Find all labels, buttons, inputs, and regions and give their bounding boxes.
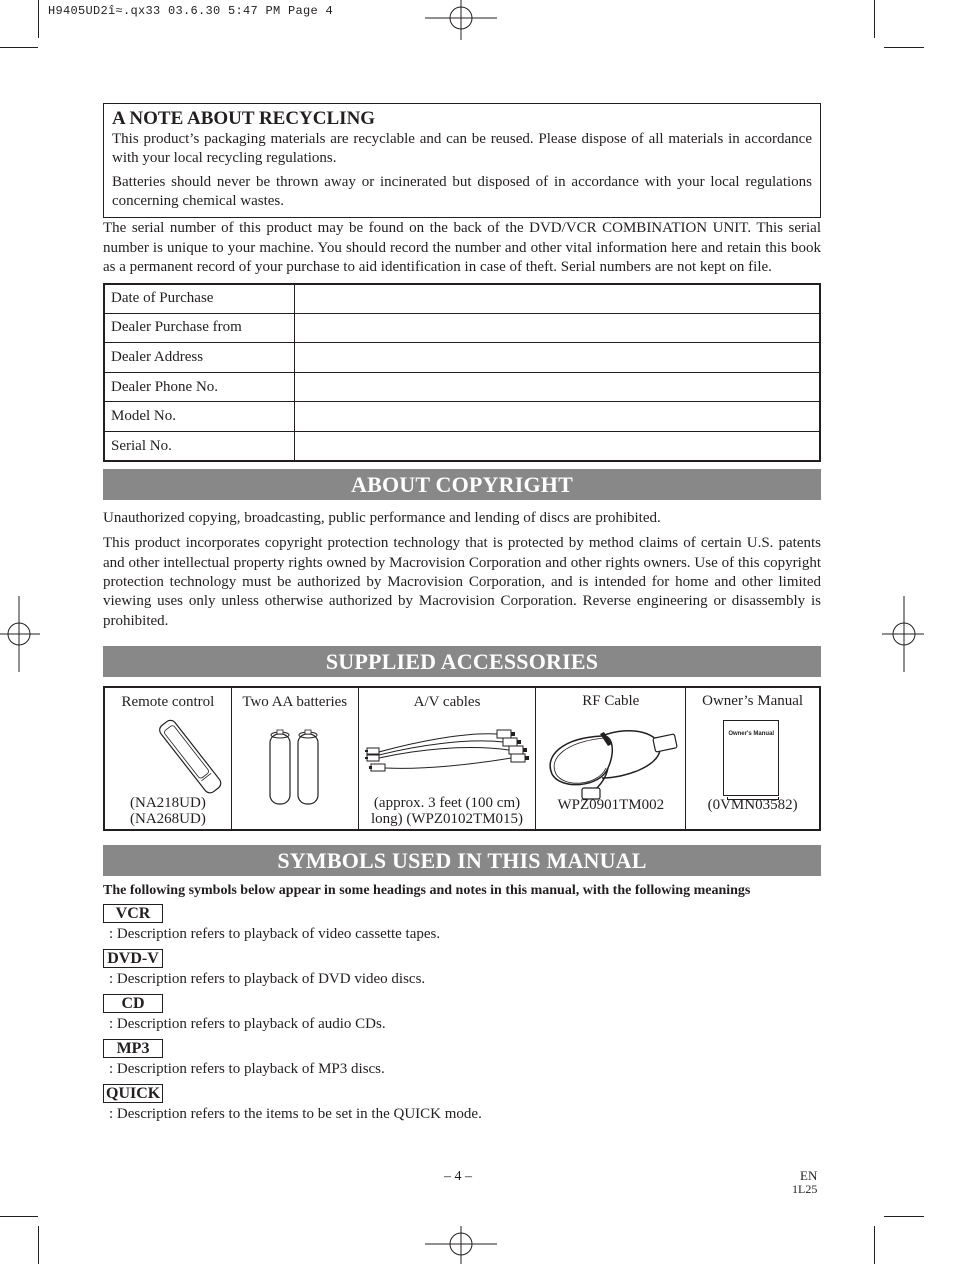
blank-field: [294, 284, 820, 314]
accessory-cell: [686, 688, 819, 829]
symbol-description: : Description refers to playback of MP3 discs.: [109, 1060, 385, 1077]
manual-icon: [723, 720, 779, 796]
row-label: Dealer Purchase from: [104, 313, 294, 343]
printer-slug: H9405UD2î≈.qx33 03.6.30 5:47 PM Page 4: [48, 4, 334, 18]
registration-mark-right: [882, 596, 924, 672]
accessory-name: Two AA batteries: [242, 693, 348, 710]
accessory-part-numbers: [359, 795, 536, 827]
accessory-cell: [536, 688, 686, 829]
section-heading-copyright: ABOUT COPYRIGHT: [103, 469, 821, 500]
accessory-name: RF Cable: [582, 692, 640, 709]
table-row: [104, 372, 820, 402]
av-cables-icon: [365, 722, 531, 784]
symbol-tag: VCR: [103, 904, 163, 923]
serial-number-text: The serial number of this product may be found on the back of the DVD/VCR COMBINATION UNIT. This serial number is unique to your machine. You should record the number and other vital information here and retain this book as a permanent record of your purchase to aid identification in case of theft. Serial numbers are not kept on file.: [103, 220, 821, 275]
symbol-tag: QUICK: [103, 1084, 163, 1103]
accessory-cell: [359, 688, 537, 829]
document-code: 1L25: [792, 1182, 818, 1196]
symbol-tag: DVD-V: [103, 949, 163, 968]
symbol-item: [103, 949, 821, 989]
page-number: – 4 –: [444, 1169, 472, 1184]
blank-field: [294, 343, 820, 373]
copyright-paragraph: This product incorporates copyright protection technology that is protected by method claims of certain U.S. patents and other intellectual property rights owned by Macrovision Corporation and other rights owners. Use of this copyright protection technology must be authorized by Macrovision Corporation, and is intended for home and other limited viewing uses only unless otherwise authorized by Macrovision Corporation. Reverse engineering or disassembly is prohibited.: [103, 535, 821, 629]
symbol-description: : Description refers to playback of video cassette tapes.: [109, 925, 441, 942]
part-number: long) (WPZ0102TM015): [370, 810, 524, 827]
row-label: Dealer Phone No.: [104, 372, 294, 402]
registration-mark-top: [425, 0, 497, 40]
copyright-paragraph: Unauthorized copying, broadcasting, public performance and lending of discs are prohibited.: [103, 510, 661, 527]
registration-mark-bottom: [425, 1226, 497, 1264]
table-row: [104, 402, 820, 432]
accessory-part-numbers: [105, 795, 231, 827]
symbol-description: : Description refers to the items to be set in the QUICK mode.: [109, 1105, 482, 1122]
part-number: (approx. 3 feet (100 cm): [373, 794, 521, 811]
symbol-item: [103, 994, 821, 1034]
section-heading-symbols: SYMBOLS USED IN THIS MANUAL: [103, 845, 821, 876]
blank-field: [294, 372, 820, 402]
part-number: WPZ0901TM002: [557, 796, 665, 813]
row-label: Serial No.: [104, 431, 294, 461]
accessory-cell: [232, 688, 359, 829]
row-label: Date of Purchase: [104, 284, 294, 314]
symbol-description: : Description refers to playback of DVD video discs.: [109, 970, 426, 987]
accessory-name: Remote control: [121, 693, 215, 710]
symbol-tag: CD: [103, 994, 163, 1013]
section-heading-accessories: SUPPLIED ACCESSORIES: [103, 646, 821, 677]
symbol-tag: MP3: [103, 1039, 163, 1058]
symbol-item: [103, 904, 821, 944]
symbol-item: [103, 1039, 821, 1079]
table-row: [104, 343, 820, 373]
accessory-name: A/V cables: [413, 693, 481, 710]
blank-field: [294, 431, 820, 461]
accessories-table: [103, 686, 821, 831]
part-number: (0VMN03582): [707, 796, 798, 813]
purchase-record-table: [103, 283, 821, 463]
recycling-paragraph: Batteries should never be thrown away or incinerated but disposed of in accordance with your local regulations concerning chemical wastes.: [112, 174, 812, 209]
symbol-description: : Description refers to playback of audio CDs.: [109, 1015, 386, 1032]
manual-cover-label: Owner's Manual: [728, 730, 775, 737]
accessory-name: Owner’s Manual: [702, 692, 804, 709]
remote-control-icon: [149, 716, 233, 796]
table-row: [104, 284, 820, 314]
recycling-title: A NOTE ABOUT RECYCLING: [112, 108, 376, 129]
symbol-item: [103, 1084, 821, 1124]
page-content: [103, 103, 821, 1124]
registration-mark-left: [0, 596, 40, 672]
recycling-paragraph: This product’s packaging materials are recyclable and can be reused. Please dispose of all materials in accordance with your local recycling regulations.: [112, 131, 812, 166]
language-code: EN: [800, 1168, 818, 1183]
part-number: (NA268UD): [130, 810, 206, 827]
accessory-cell: [105, 688, 232, 829]
batteries-icon: [268, 728, 324, 806]
row-label: Dealer Address: [104, 343, 294, 373]
symbols-intro: The following symbols below appear in some headings and notes in this manual, with the following meanings: [103, 882, 751, 898]
table-row: [104, 313, 820, 343]
table-row: [104, 431, 820, 461]
rf-cable-icon: [542, 716, 682, 800]
part-number: (NA218UD): [130, 794, 206, 811]
blank-field: [294, 313, 820, 343]
recycling-note: [103, 103, 821, 218]
row-label: Model No.: [104, 402, 294, 432]
blank-field: [294, 402, 820, 432]
